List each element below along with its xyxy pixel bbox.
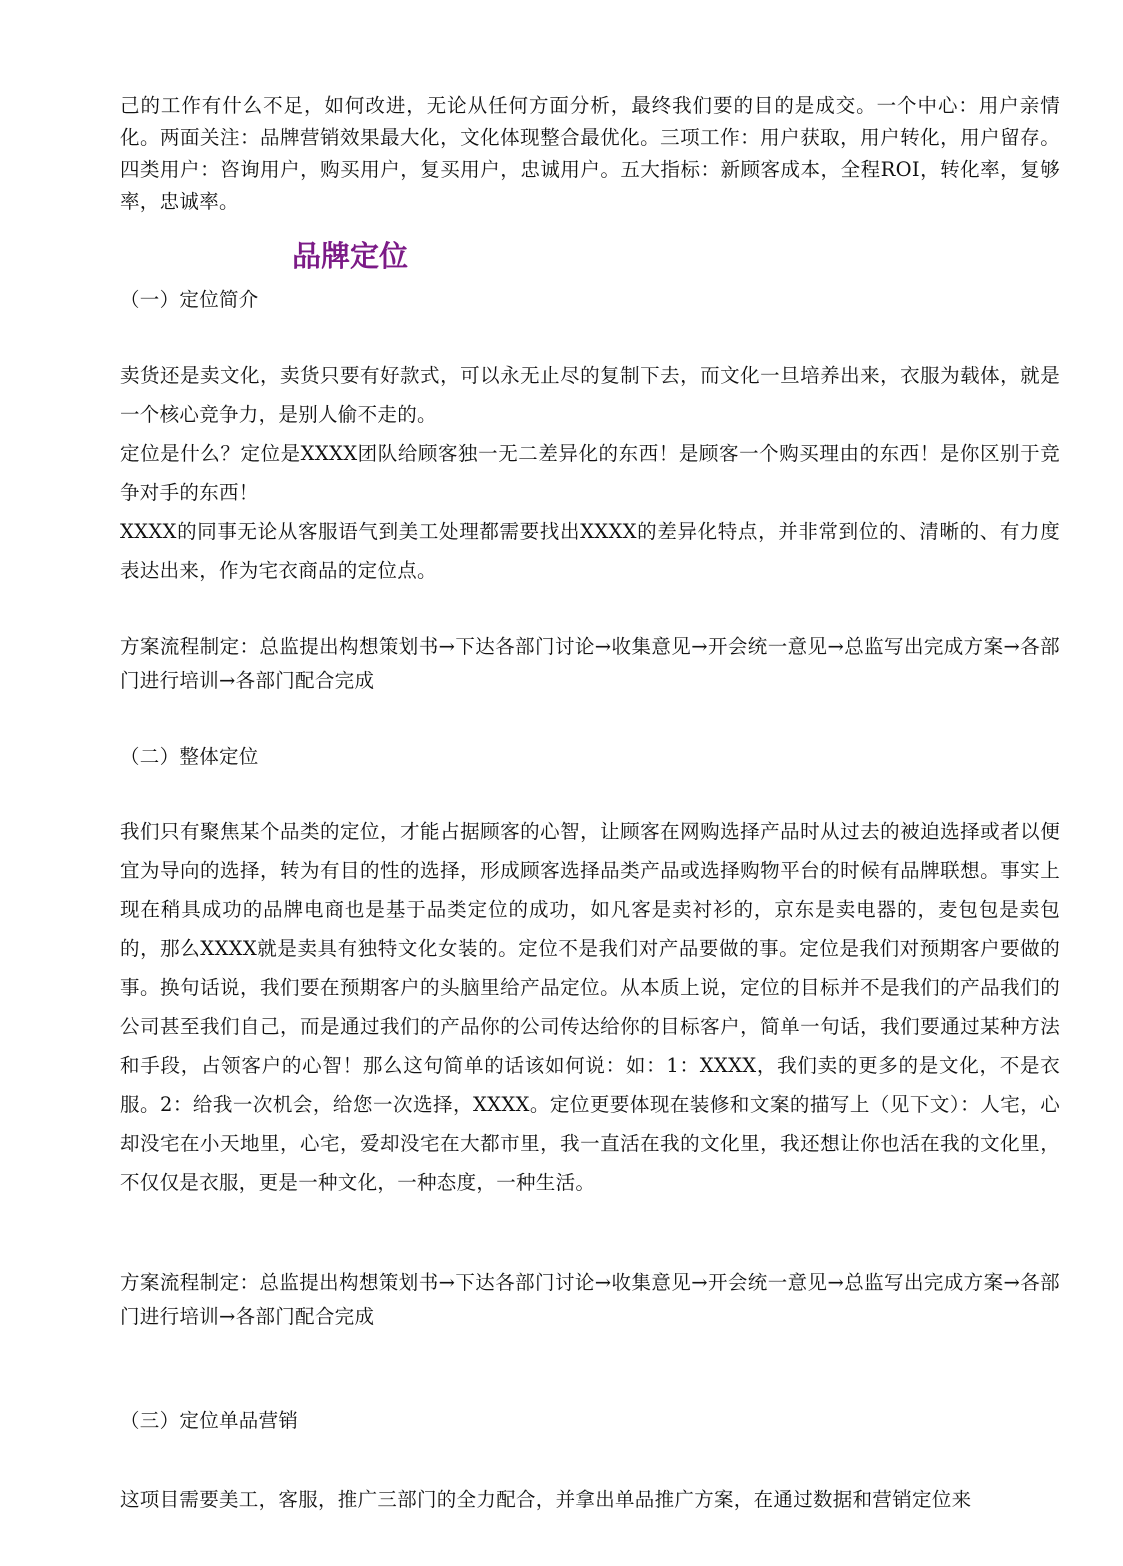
section3-paragraph-1: 这项目需要美工，客服，推广三部门的全力配合，并拿出单品推广方案，在通过数据和营销定位来	[120, 1488, 972, 1511]
section2-paragraph-1: 我们只有聚焦某个品类的定位，才能占据顾客的心智，让顾客在网购选择产品时从过去的被迫选择或者以便宜为导向的选择，转为有目的性的选择，形成顾客选择品类产品或选择购物平台的时候有品牌联想。事实上现在稍具成功的品牌电商也是基于品类定位的成功，如凡客是卖衬衫的，京东是卖电器的，麦包包是卖包的，那么XXXX就是卖具有独特文化女装的。定位不是我们对产品要做的事。定位是我们对预期客户要做的事。换句话说，我们要在预期客户的头脑里给产品定位。从本质上说，定位的目标并不是我们的产品我们的公司甚至我们自己，而是通过我们的产品你的公司传达给你的目标客户，简单一句话，我们要通过某种方法和手段，占领客户的心智！那么这句简单的话该如何说：如：1：XXXX，我们卖的更多的是文化，不是衣服。2：给我一次机会，给您一次选择，XXXX。定位更要体现在装修和文案的描写上（见下文）：人宅，心却没宅在小天地里，心宅，爱却没宅在大都市里，我一直活在我的文化里，我还想让你也活在我的文化里，不仅仅是衣服，更是一种文化，一种态度，一种生活。	[120, 820, 1060, 1194]
section1-paragraph-1: 卖货还是卖文化，卖货只要有好款式，可以永无止尽的复制下去，而文化一旦培养出来，衣服为载体，就是一个核心竞争力，是别人偷不走的。	[120, 364, 1060, 426]
section1-title: （一）定位简介	[120, 288, 259, 311]
section3-title: （三）定位单品营销	[120, 1409, 299, 1432]
section2-process: 方案流程制定：总监提出构想策划书→下达各部门讨论→收集意见→开会统一意见→总监写出完成方案→各部门进行培训→各部门配合完成	[120, 1271, 1060, 1328]
section1-paragraph-3: XXXX的同事无论从客服语气到美工处理都需要找出XXXX的差异化特点，并非常到位的、清晰的、有力度表达出来，作为宅衣商品的定位点。	[120, 520, 1060, 582]
section-heading-brand-positioning: 品牌定位	[292, 239, 409, 273]
section1-paragraph-2: 定位是什么？定位是XXXX团队给顾客独一无二差异化的东西！是顾客一个购买理由的东西！是你区别于竞争对手的东西！	[120, 442, 1060, 504]
intro-paragraph: 己的工作有什么不足，如何改进，无论从任何方面分析，最终我们要的目的是成交。一个中心：用户亲情化。两面关注：品牌营销效果最大化，文化体现整合最优化。三项工作：用户获取，用户转化，用户留存。四类用户：咨询用户，购买用户，复买用户，忠诚用户。五大指标：新顾客成本，全程ROI，转化率，复够率，忠诚率。	[120, 94, 1060, 213]
section2-title: （二）整体定位	[120, 745, 259, 768]
section1-process: 方案流程制定：总监提出构想策划书→下达各部门讨论→收集意见→开会统一意见→总监写出完成方案→各部门进行培训→各部门配合完成	[120, 635, 1060, 692]
